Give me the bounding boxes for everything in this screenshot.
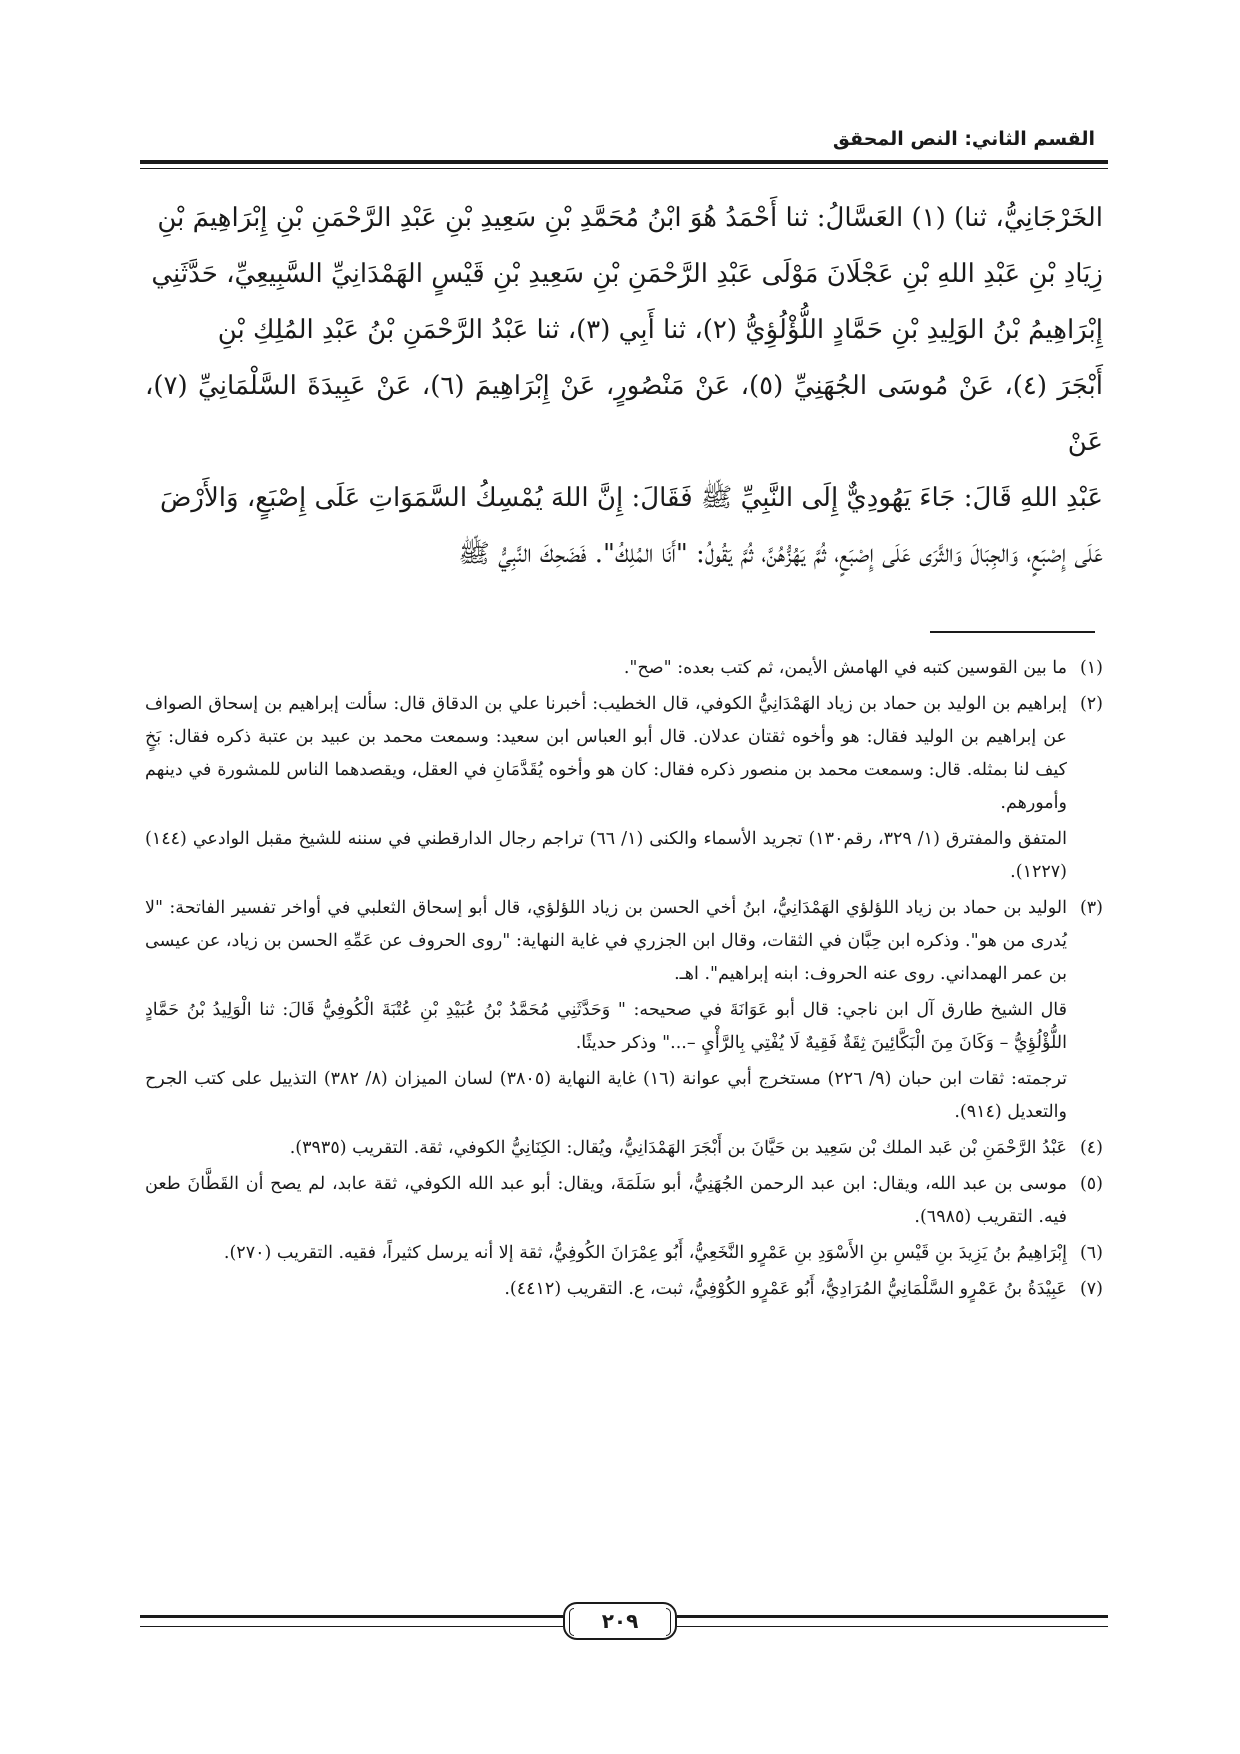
footnote-text: إِبْرَاهِيمُ بنُ يَزِيدَ بنِ قَيْسِ بنِ الأَسْوَدِ بنِ عَمْرٍو النَّخَعِيُّ، أَبُو عِمْرَانَ الكُوفِيُّ، ثقة إلا أنه يرسل كثيراً، فقيه. التقريب (٢٧٠). xyxy=(223,1243,1067,1263)
footnote-text: عَبْدُ الرَّحْمَنِ بْن عَبد الملك بْن سَعِيد بن حَيَّانَ بن أَبْجَرَ الهَمْدَانِيُّ، ويُقال: الكِنَانِيُّ الكوفي، ثقة. التقريب (٣٩٣٥). xyxy=(289,1138,1067,1158)
footnote-4 xyxy=(145,1132,1103,1165)
footnote-2-sources: المتفق والمفترق (١/ ٣٢٩، رقم١٣٠) تجريد الأسماء والكنى (١/ ٦٦) تراجم رجال الدارقطني في سننه للشيخ مقبل الوادعي (١٤٤) (١٢٢٧). xyxy=(145,829,1067,882)
footnote-3-sources: ترجمته: ثقات ابن حبان (٩/ ٢٢٦) مستخرج أبي عوانة (١٦) غاية النهاية (٣٨٠٥) لسان الميزان (٨/ ٣٨٢) التذييل على كتب الجرح والتعديل (٩١٤). xyxy=(145,1069,1067,1122)
main-text-line: عَبْدِ اللهِ قَالَ: جَاءَ يَهُودِيٌّ إِلَى النَّبِيِّ ﷺ فَقَالَ: إِنَّ اللهَ يُمْسِكُ السَّمَوَاتِ عَلَى إِصْبَعٍ، وَالأَرْضَ xyxy=(159,483,1103,513)
main-text xyxy=(145,190,1103,582)
footnote-number: (٢) xyxy=(1079,694,1103,714)
footnote-text: موسى بن عبد الله، ويقال: ابن عبد الرحمن الجُهَنِيُّ، أبو سَلَمَةَ، ويقال: أبو عبد الله الكوفي، ثقة عابد، لم يصح أن القَطَّانَ طعن فيه. التقريب (٦٩٨٥). xyxy=(145,1174,1067,1227)
header-rule xyxy=(140,160,1108,164)
main-text-line: عَلَى إِصْبَعٍ، وَالجِبَالَ وَالثَّرَى عَلَى إِصْبَعٍ، ثُمَّ يَهُزُّهُنَّ، ثُمَّ يَقُولُ: "أَنَا المُلِكُ". فَضَحِكَ النَّبِيُّ ﷺ xyxy=(458,539,1103,569)
footnote-number: (٧) xyxy=(1079,1279,1103,1299)
footnote-text: الوليد بن حماد بن زياد اللؤلؤي الهَمْدَانِيُّ، ابنُ أخي الحسن بن زياد اللؤلؤي، قال أبو إسحاق الثعلبي في أواخر تفسير الفاتحة: "لا يُدرى من هو". وذكره ابن حِبَّان في الثقات، وقال ابن الجزري في غاية النهاية: "روى الحروف عن عَمِّهِ الحسن بن زياد، عن عيسى بن عمر الهمداني. روى عنه الحروف: ابنه إبراهيم". اهـ. xyxy=(145,898,1067,984)
footer-rule xyxy=(677,1615,1108,1627)
footnote-5 xyxy=(145,1168,1103,1234)
main-text-line: زِيَادِ بْنِ عَبْدِ اللهِ بْنِ عَجْلَانَ مَوْلَى عَبْدِ الرَّحْمَنِ بْنِ سَعِيدِ بْنِ قَيْسٍ الهَمْدَانِيِّ السَّبِيعِيِّ، حَدَّثَنِي xyxy=(151,259,1103,289)
footnote-1 xyxy=(145,652,1103,685)
footnote-separator xyxy=(930,631,1095,633)
footnote-number: (١) xyxy=(1079,658,1103,678)
footnote-text: إبراهيم بن الوليد بن حماد بن زياد الهَمْدَانِيُّ الكوفي، قال الخطيب: أخبرنا علي بن الدقاق قال: سألت إبراهيم بن إسحاق الصواف عن إبراهيم بن الوليد فقال: هو وأخوه ثقتان عدلان. قال أبو العباس ابن سعيد: وسمعت محمد بن عبيد بن عتبة ذكره فقال: بَخٍ كيف لنا بمثله. قال: وسمعت محمد بن منصور ذكره فقال: كان هو وأخوه يُقَدَّمَانِ في العقل، ويقصدهما الناس للمشورة في دينهم وأمورهم. xyxy=(145,694,1067,813)
header-rule-thin xyxy=(140,168,1108,169)
page-number: ٢٠٩ xyxy=(563,1602,677,1640)
footnote-7 xyxy=(145,1273,1103,1306)
footnotes xyxy=(145,652,1103,1309)
footnote-3-quote: قال الشيخ طارق آل ابن ناجي: قال أبو عَوَانَةَ في صحيحه: " وَحَدَّثَنِي مُحَمَّدُ بْنُ عُبَيْدِ بْنِ عُتْبَةَ الْكُوفِيُّ قَالَ: ثنا الْوَلِيدُ بْنُ حَمَّادٍ اللُّؤْلُؤِيُّ – وَكَانَ مِنَ الْبَكَّائِينَ ثِقَةٌ فَقِيهٌ لَا يُفْتِي بِالرَّأْيِ –..." وذكر حديثًا. xyxy=(145,1000,1067,1053)
footnote-text: عَبِيْدَةُ بنُ عَمْرٍو السَّلْمَانِيُّ المُرَادِيُّ، أَبُو عَمْرٍو الكُوْفِيُّ، ثبت، ع. التقريب (٤٤١٢). xyxy=(504,1279,1067,1299)
main-text-line: إِبْرَاهِيمُ بْنُ الوَلِيدِ بْنِ حَمَّادٍ اللُّؤْلُؤِيُّ (٢)، ثنا أَبِي (٣)، ثنا عَبْدُ الرَّحْمَنِ بْنُ عَبْدِ المُلِكِ بْنِ xyxy=(217,315,1103,345)
footnote-number: (٦) xyxy=(1079,1243,1103,1263)
footnote-3 xyxy=(145,892,1103,991)
footnote-number: (٣) xyxy=(1079,898,1103,918)
footnote-number: (٥) xyxy=(1079,1174,1103,1194)
footnote-text: ما بين القوسين كتبه في الهامش الأيمن، ثم كتب بعده: "صح". xyxy=(623,658,1067,678)
footnote-2 xyxy=(145,688,1103,820)
footnote-number: (٤) xyxy=(1079,1138,1103,1158)
main-text-line: أَبْجَرَ (٤)، عَنْ مُوسَى الجُهَنِيِّ (٥)، عَنْ مَنْصُورٍ، عَنْ إِبْرَاهِيمَ (٦)، عَنْ عَبِيدَةَ السَّلْمَانِيِّ (٧)، عَنْ xyxy=(145,371,1103,457)
footer-rule xyxy=(140,1615,563,1627)
main-text-line: الخَرْجَانِيُّ، ثنا) (١) العَسَّالُ: ثنا أَحْمَدُ هُوَ ابْنُ مُحَمَّدِ بْنِ سَعِيدِ بْنِ عَبْدِ الرَّحْمَنِ بْنِ إِبْرَاهِيمَ بْنِ xyxy=(157,203,1103,233)
running-header: القسم الثاني: النص المحقق xyxy=(832,128,1095,150)
footnote-6 xyxy=(145,1237,1103,1270)
